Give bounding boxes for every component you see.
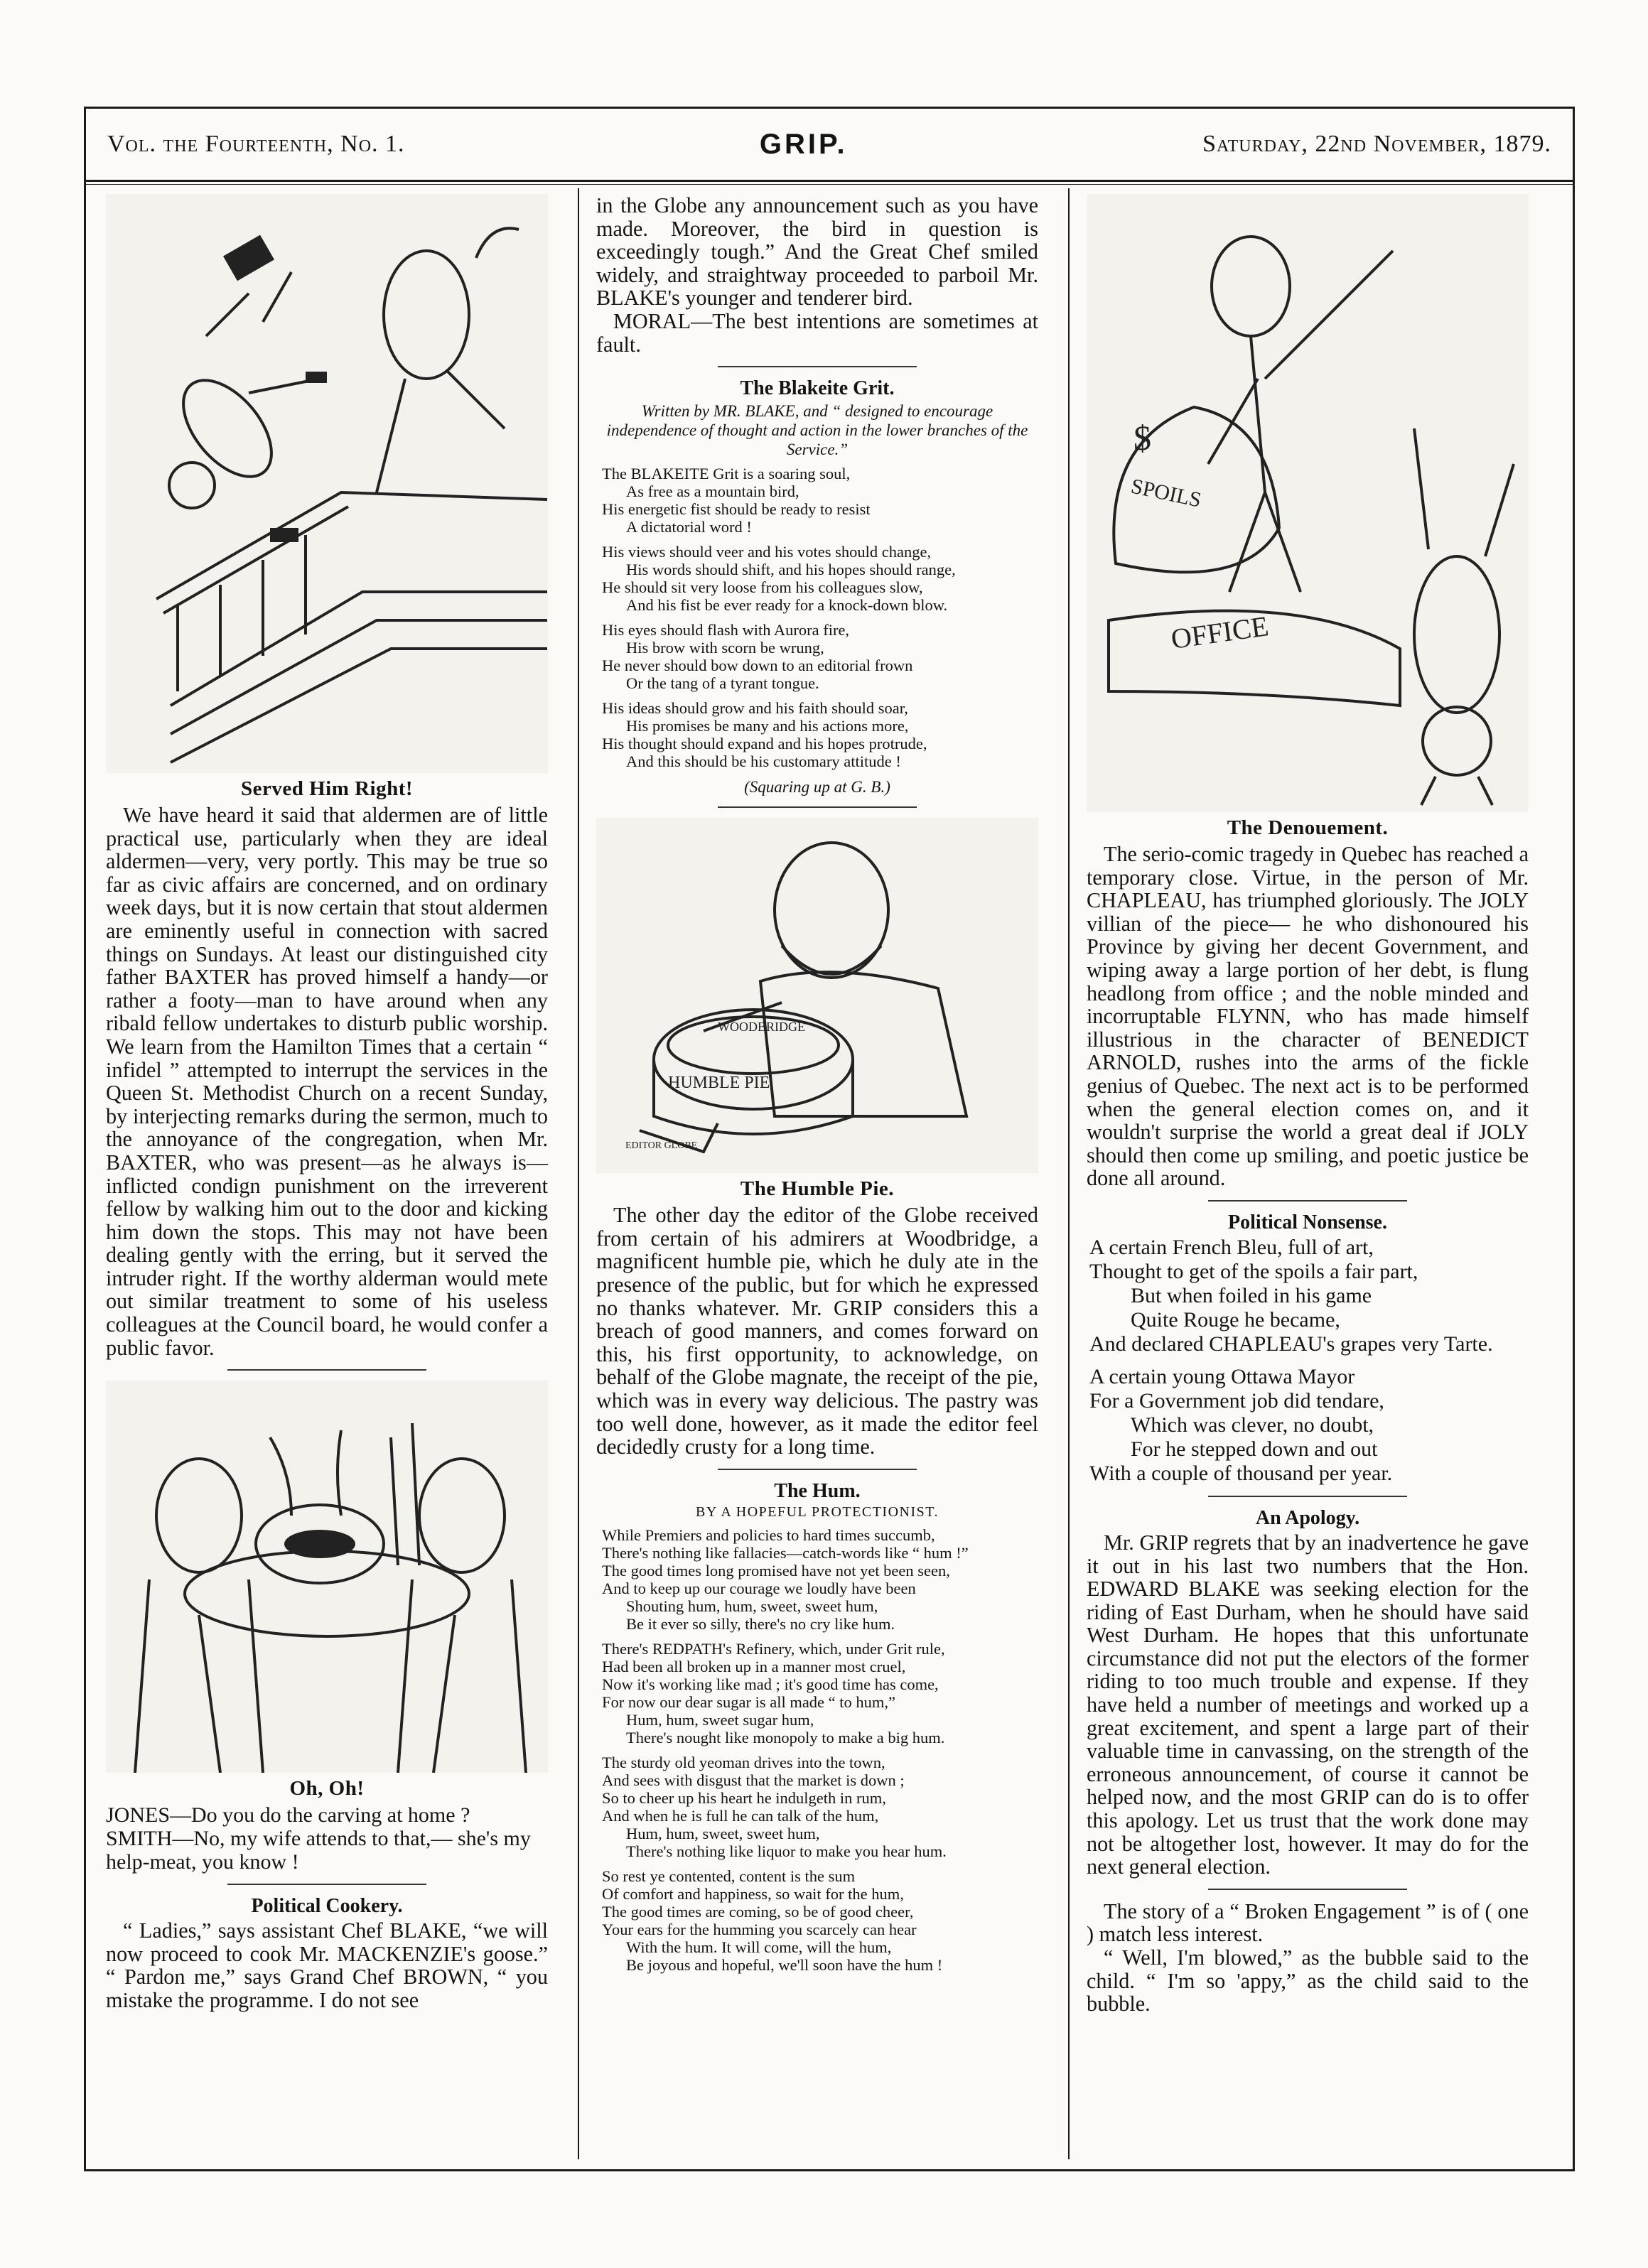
poem-line: Your ears for the humming you scarcely can hear [602,1920,917,1938]
poem-blakeite-stanza-4 [602,699,1038,770]
poem-blakeite-stanza-1 [602,465,1038,536]
article-denouement: The serio-comic tragedy in Quebec has reached a temporary close. Virtue, in the person of Mr. CHAPLEAU, has triumphed gloriously. The JOLY villian of the piece— he who dishonoured his Province by giving her decent Government, and wiping away a large portion of her debt, is flung headlong from office ; and the noble minded and incorruptable FLYNN, who has made himself illustrious in the character of BENEDICT ARNOLD, rushes into the arms of the fickle genius of Quebec. The next act is to be performed when the general election comes on, and it wouldn't surprise the world a great deal if JOLY should then come up smiling, and poetic justice be done all around. [1087,842,1529,1191]
poem-line: There's nought like monopoly to make a big hum. [626,1728,945,1746]
poem-line: Had been all broken up in a manner most cruel, [602,1657,906,1675]
verse-line: A certain young Ottawa Mayor [1089,1364,1355,1388]
poem-line: And to keep up our courage we loudly have been [602,1579,916,1597]
title-political-cookery: Political Cookery. [251,1895,403,1918]
column-1 [93,194,561,2148]
poem-line: The sturdy old yeoman drives into the town, [602,1753,885,1771]
item-broken-engagement: The story of a “ Broken Engagement ” is of ( one ) match less interest. [1087,1899,1529,1947]
limerick-2 [1089,1365,1529,1486]
item-bubble: “ Well, I'm blowed,” as the bubble said to the child. “ I'm so 'appy,” as the child said to the bubble. [1087,1945,1529,2016]
poem-line: And this should be his customary attitude ! [626,752,901,771]
poem-line: His brow with scorn be wrung, [626,639,824,657]
caption-served-him-right: Served Him Right! [240,777,414,800]
column-2 [583,194,1051,2148]
poem-line: There's nothing like liquor to make you hear hum. [626,1842,947,1860]
note-squaring-up: (Squaring up at G. B.) [744,778,890,796]
chapleau-joly-drawing [1087,194,1529,812]
poem-line: His ideas should grow and his faith should soar, [602,699,908,718]
verse-line: For a Government job did tendare, [1089,1388,1384,1413]
separator [227,1884,426,1885]
poem-line: Hum, hum, sweet, sweet hum, [626,1824,820,1842]
poem-hum-stanza-2 [602,1640,1038,1746]
two-men-carving-drawing [106,1381,548,1773]
moral-line: MORAL—The best intentions are sometimes at fault. [596,308,1038,357]
issue-date: Saturday, 22nd November, 1879. [1202,131,1551,157]
separator [718,1469,917,1470]
column-3 [1074,194,1541,2148]
newspaper-page [84,107,1575,2171]
article-served-him-right: We have heard it said that aldermen are of little practical use, particularly when they are ideal aldermen—very, very portly. This may be true so far as civic affairs are concerned, and on ordinary week days, but it is now certain that stout aldermen are eminently useful in connection with sacred things on Sundays. At least our distinguished city father BAXTER has proved himself a handy—or rather a footy—man to have around when any ribald fellow undertakes to disturb public worship. We learn from the Hamilton Times that a certain “ infidel ” attempted to interrupt the services in the Queen St. Methodist Church on a recent Sunday, by interjecting remarks during the sermon, much to the annoyance of the congregation, when Mr. BAXTER, who was present—as he always is—inflicted condign punishment on the irreverent fellow by walking him out to the door and kicking him down the stops. This may not have been dealing gently with the erring, but it served the intruder right. If the worthy alderman would mete out similar treatment to some of his useless colleagues at the Council board, he would confer a public favor. [106,803,548,1360]
poem-line: His views should veer and his votes should change, [602,543,932,561]
poem-line: With the hum. It will come, will the hum, [626,1938,892,1956]
verse-line: Quite Rouge he became, [1131,1307,1340,1332]
label-woodbridge: WOODBRIDGE [718,1020,805,1035]
byline-the-hum: BY A HOPEFUL PROTECTIONIST. [695,1503,939,1520]
poem-line: His eyes should flash with Aurora fire, [602,621,850,639]
alderman-kicking-man-drawing [106,194,548,773]
poem-line: For now our dear sugar is all made “ to hum,” [602,1692,896,1711]
poem-line: And sees with disgust that the market is down ; [602,1771,905,1789]
editor-eating-pie-drawing [596,818,1038,1173]
poem-line: A dictatorial word ! [626,518,752,536]
poem-line: So rest ye contented, content is the sum [602,1867,856,1885]
poem-line: His promises be many and his actions more, [626,717,909,735]
poem-line: Of comfort and happiness, so wait for the hum, [602,1884,904,1903]
illustration-denouement [1087,194,1529,812]
article-humble-pie: The other day the editor of the Globe received from certain of his admirers at Woodbridge, a magnificent humble pie, which he duly ate in the presence of the public, but for which he expressed no thanks whatever. Mr. GRIP considers this a breach of good manners, and comes forward on this, his first opportunity, to acknowledge, on behalf of the Globe magnate, the receipt of the pie, which was in every way delicious. The pastry was too well done, however, as it made the editor feel decidedly crusty for a long time. [596,1203,1038,1459]
subtitle-blakeite-grit: Written by MR. BLAKE, and “ designed to encourage independence of thought and action in the lower branches of the Service.” [606,402,1028,459]
poem-line: Be it ever so silly, there's no cry like hum. [626,1614,895,1633]
separator [1208,1889,1407,1890]
limerick-1 [1089,1236,1529,1356]
verse-line: A certain French Bleu, full of art, [1089,1235,1374,1259]
article-an-apology: Mr. GRIP regrets that by an inadvertence he gave it out in his last two numbers that the Hon. EDWARD BLAKE was seeking election for the riding of East Durham, when he should have said West Durham. He hopes that this unfortunate circumstance did not put the electors of the former riding to too much trouble and expense. If they have held a number of meetings and worked up a great excitement, and spent a large part of their valuable time in canvassing, on the strength of the erroneous announcement, of course it cannot be helped now, and the most GRIP can do is to offer this apology. Let us trust that the work done may not be altogether lost, however. It may do for the next general election. [1087,1530,1529,1879]
poem-line: He never should bow down to an editorial frown [602,657,913,675]
separator [718,806,917,808]
poem-line: His thought should expand and his hopes protrude, [602,735,927,753]
poem-line: The BLAKEITE Grit is a soaring soul, [602,465,851,483]
poem-line: Now it's working like mad ; it's good time has come, [602,1675,939,1693]
poem-line: His energetic fist should be ready to resist [602,500,871,519]
caption-humble-pie: The Humble Pie. [740,1177,895,1201]
separator [227,1369,426,1371]
verse-line: For he stepped down and out [1131,1437,1378,1461]
poem-line: His words should shift, and his hopes should range, [626,561,956,579]
poem-line: There's REDPATH's Refinery, which, under Grit rule, [602,1639,945,1658]
verse-line: With a couple of thousand per year. [1089,1461,1393,1485]
label-office: OFFICE [1168,610,1271,655]
illustration-humble-pie [596,818,1038,1173]
poem-line: So to cheer up his heart he indulgeth in rum, [602,1788,886,1807]
verse-line: And declared CHAPLEAU's grapes very Tarte. [1089,1332,1493,1356]
verse-line: But when foiled in his game [1131,1283,1372,1307]
title-an-apology: An Apology. [1255,1506,1360,1529]
poem-line: As free as a mountain bird, [626,482,799,501]
poem-hum-stanza-1 [602,1526,1038,1633]
column-divider-1 [578,188,579,2159]
poem-line: Shouting hum, hum, sweet, sweet hum, [626,1597,878,1615]
caption-oh-oh: Oh, Oh! [289,1777,365,1800]
column-divider-2 [1068,188,1070,2159]
header-rule-thin [86,184,1573,185]
label-spoils: SPOILS [1129,474,1204,512]
poem-line: Be joyous and hopeful, we'll soon have the hum ! [626,1955,943,1974]
dialog-smith: SMITH—No, my wife attends to that,— she's my help-meat, you know ! [106,1827,531,1874]
illustration-served-him-right [106,194,548,773]
separator [1208,1200,1407,1202]
poem-line: The good times long promised have not yet been seen, [602,1561,950,1580]
separator [718,366,917,367]
poem-hum-stanza-4 [602,1867,1038,1974]
separator [1208,1496,1407,1497]
verse-line: Which was clever, no doubt, [1131,1413,1374,1437]
label-humble-pie: HUMBLE PIE [668,1074,770,1093]
article-political-cookery-cont: in the Globe any announcement such as you have made. Moreover, the bird in question is exceedingly tough.” And the Great Chef smiled widely, and straightway proceeded to parboil Mr. BLAKE's younger and tenderer bird. [596,193,1038,310]
poem-line: He should sit very loose from his colleagues slow, [602,578,923,597]
dialog-jones: JONES—Do you do the carving at home ? [106,1803,470,1827]
poem-line: Hum, hum, sweet sugar hum, [626,1710,814,1729]
poem-line: The good times are coming, so be of good cheer, [602,1902,914,1921]
poem-hum-stanza-3 [602,1754,1038,1860]
volume-number: Vol. the Fourteenth, No. 1. [107,131,405,157]
poem-blakeite-stanza-3 [602,621,1038,692]
article-political-cookery: “ Ladies,” says assistant Chef BLAKE, “we will now proceed to cook Mr. MACKENZIE's goose.” “ Pardon me,” says Grand Chef BROWN, “ you mistake the programme. I do not see [106,1918,548,2013]
header-rule [86,180,1573,182]
masthead [86,109,1573,180]
caption-denouement: The Denouement. [1227,816,1389,839]
label-globe-tag: EDITOR GLOBE [625,1140,698,1152]
title-political-nonsense: Political Nonsense. [1228,1211,1387,1233]
verse-line: Thought to get of the spoils a fair part, [1089,1259,1418,1283]
publication-title: GRIP. [759,128,848,160]
illustration-oh-oh [106,1381,548,1773]
title-blakeite-grit: The Blakeite Grit. [740,377,895,400]
title-the-hum: The Hum. [774,1479,861,1502]
poem-line: There's nothing like fallacies—catch-words like “ hum !” [602,1543,969,1562]
svg-text:$: $ [1133,418,1151,458]
poem-blakeite-stanza-2 [602,543,1038,614]
poem-line: And when he is full he can talk of the hum, [602,1806,879,1825]
poem-line: And his fist be ever ready for a knock-down blow. [626,596,948,615]
poem-line: While Premiers and policies to hard times succumb, [602,1526,935,1544]
poem-line: Or the tang of a tyrant tongue. [626,674,819,693]
